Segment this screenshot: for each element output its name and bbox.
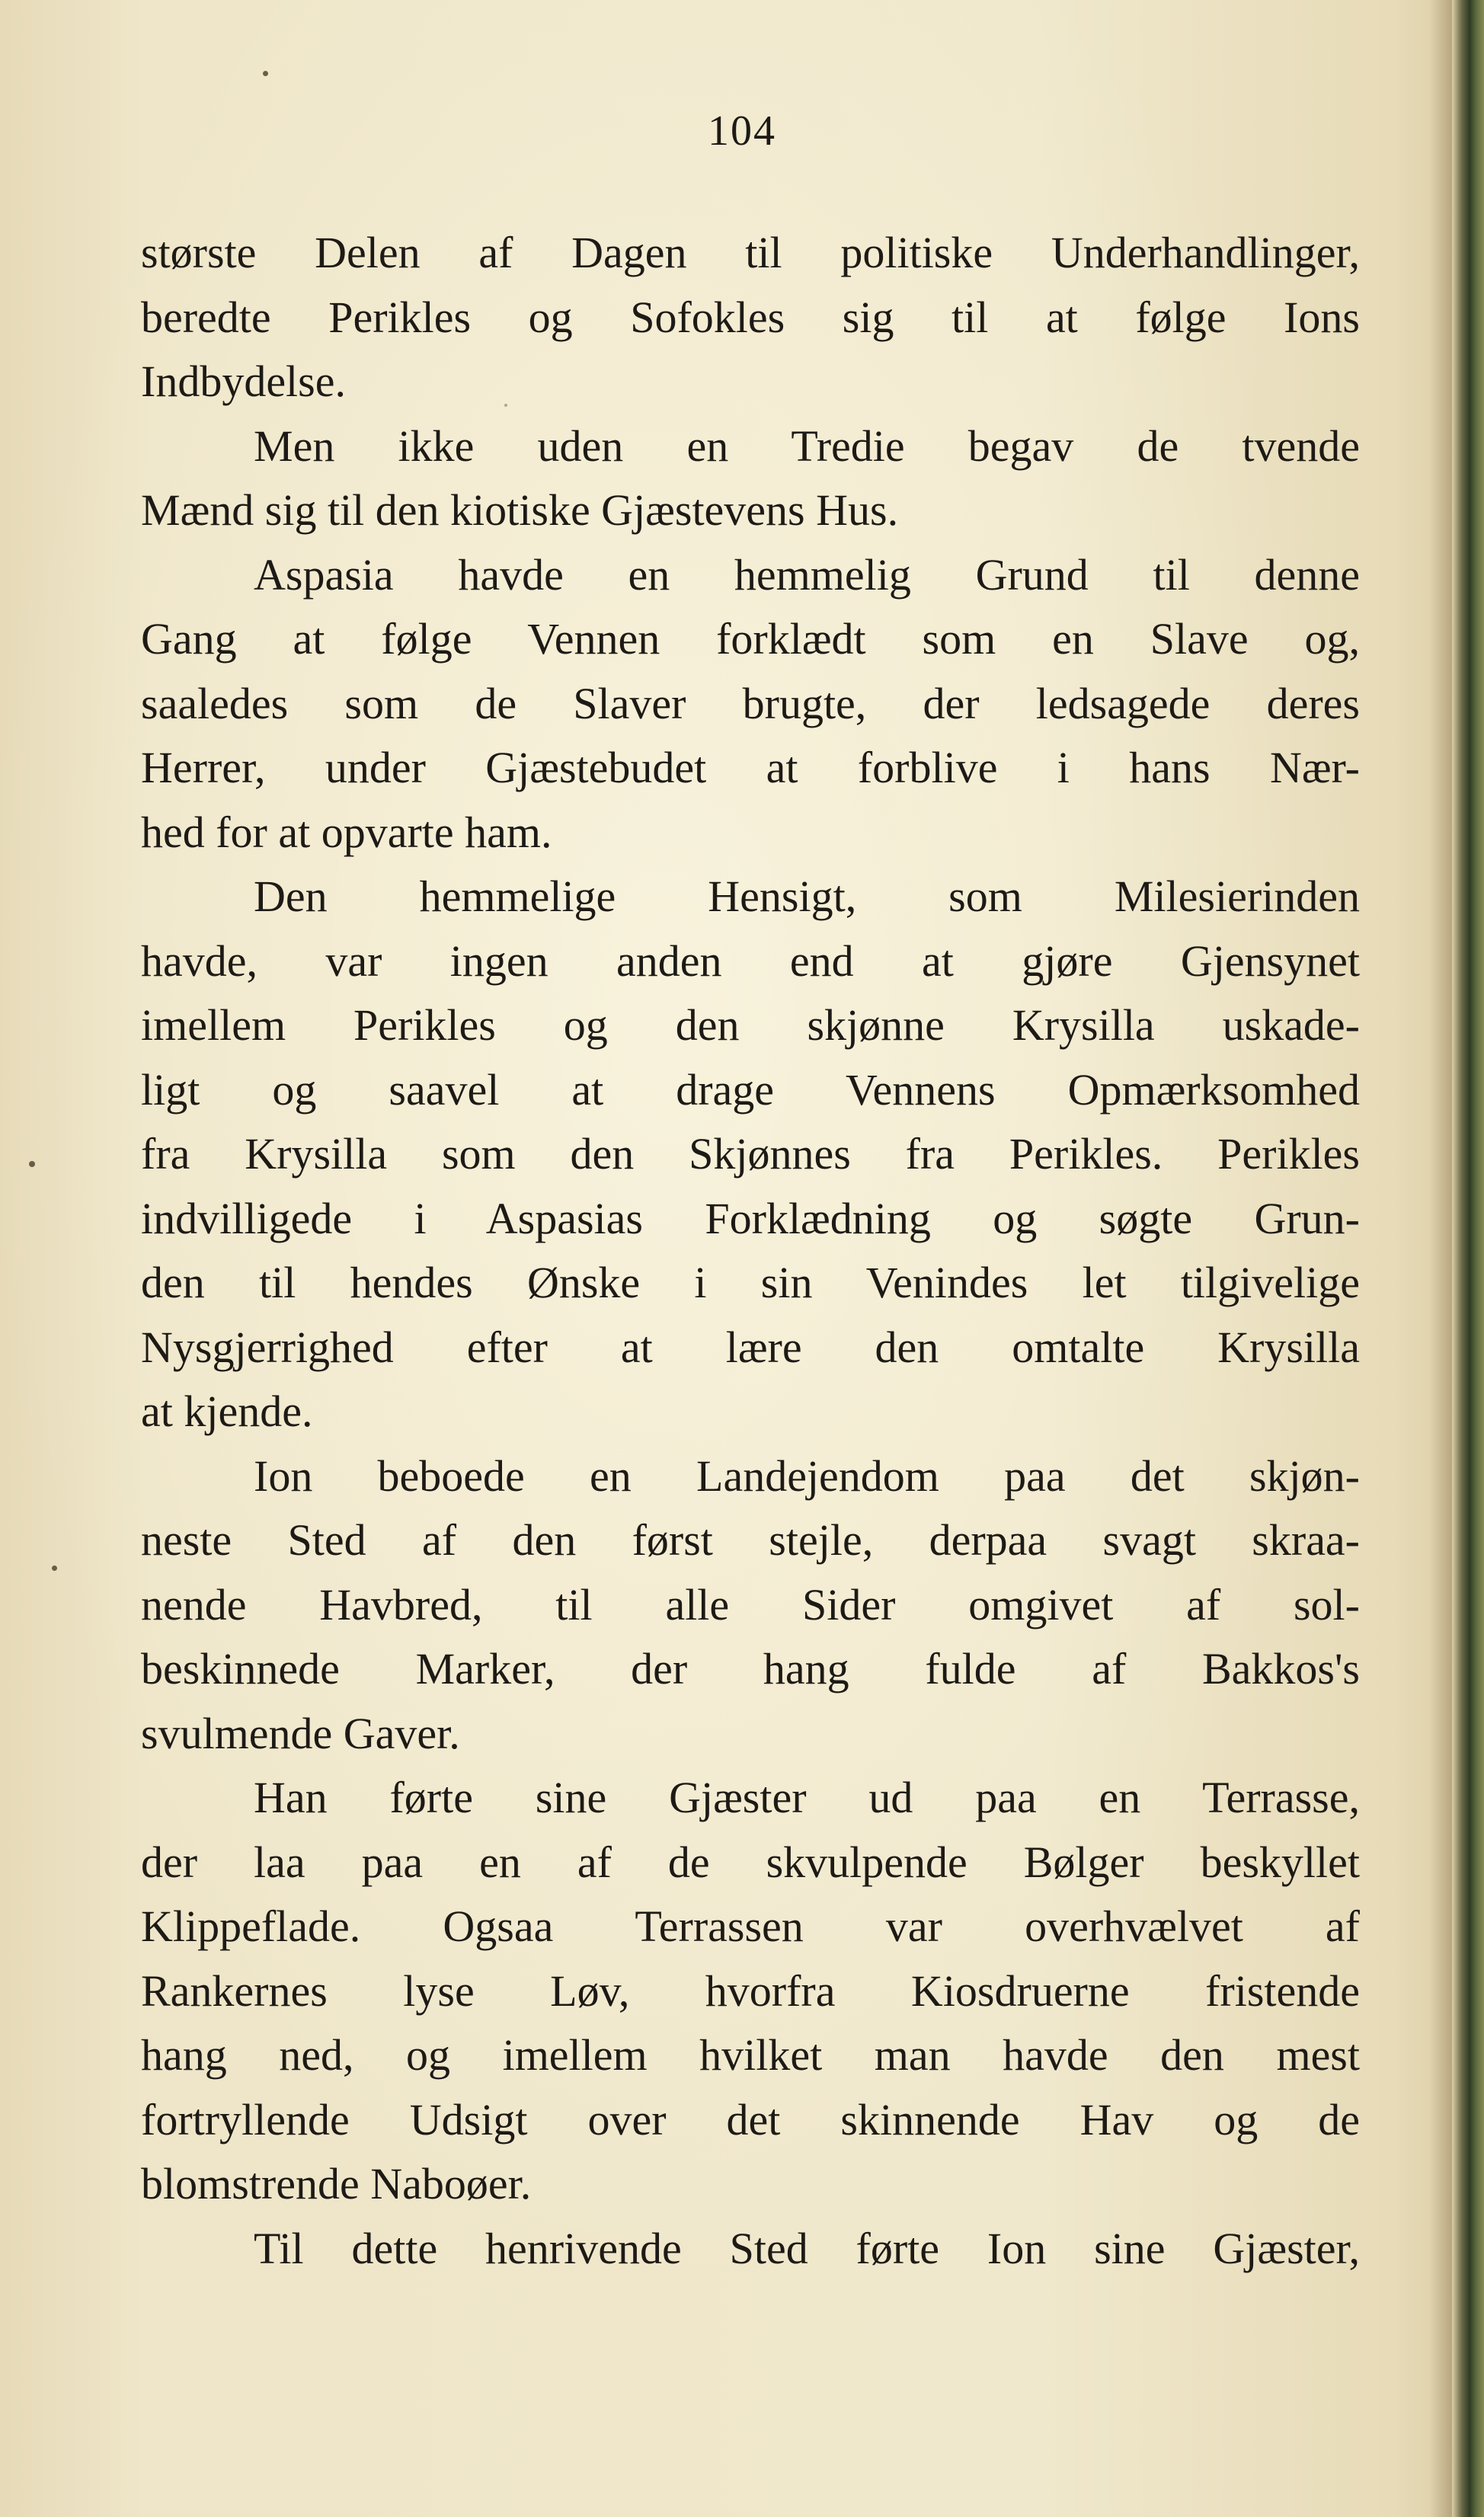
page-number: 104 [708,107,776,155]
text-line: at kjende. [141,1386,313,1436]
paper-speck [29,1161,35,1167]
text-line: Rankernes lyse Løv, hvorfra Kiosdruerne fristende [141,1965,1360,2016]
text-line: svulmende Gaver. [141,1708,460,1758]
text-line: blomstrende Naboøer. [141,2159,532,2208]
text-line: Mænd sig til den kiotiske Gjæstevens Hus. [141,485,899,535]
text-line: hang ned, og imellem hvilket man havde den mest [141,2030,1360,2080]
text-line: Ion beboede en Landejendom paa det skjøn- [254,1450,1360,1501]
text-line: fra Krysilla som den Skjønnes fra Perikles. Perikles [141,1129,1360,1179]
text-line: neste Sted af den først stejle, derpaa svagt skraa- [141,1515,1360,1565]
text-line: fortryllende Udsigt over det skinnende Hav og de [141,2094,1360,2144]
text-line: Indbydelse. [141,357,346,406]
paper-speck [263,71,268,76]
text-line: Han førte sine Gjæster ud paa en Terrasse, [254,1773,1360,1822]
text-line: Til dette henrivende Sted førte Ion sine Gjæster, [254,2223,1360,2273]
text-line: Nysgjerrighed efter at lære den omtalte Krysilla [141,1322,1360,1372]
text-line: havde, var ingen anden end at gjøre Gjensynet [141,935,1360,986]
text-line: beskinnede Marker, der hang fulde af Bakkos's [141,1644,1360,1693]
text-line: største Delen af Dagen til politiske Underhandlinger, [141,228,1360,277]
book-binding-edge [1452,0,1484,2517]
text-line: Men ikke uden en Tredie begav de tvende [254,421,1360,471]
text-line: der laa paa en af de skvulpende Bølger beskyllet [141,1837,1360,1887]
text-line: beredte Perikles og Sofokles sig til at følge Ions [141,292,1360,342]
text-line: Herrer, under Gjæstebudet at forblive i hans Nær- [141,743,1360,792]
text-line: indvilligede i Aspasias Forklædning og søgte Grun- [141,1193,1360,1243]
text-line: Aspasia havde en hemmelig Grund til denne [254,549,1360,600]
body-text [141,221,1360,2281]
text-line: hed for at opvarte ham. [141,807,552,857]
text-line: Den hemmelige Hensigt, som Milesierinden [254,872,1360,921]
text-line: den til hendes Ønske i sin Venindes let tilgivelige [141,1258,1360,1307]
text-line: imellem Perikles og den skjønne Krysilla uskade- [141,1000,1360,1050]
text-line: nende Havbred, til alle Sider omgivet af sol- [141,1579,1360,1629]
text-line: Klippeflade. Ogsaa Terrassen var overhvælvet af [141,1901,1360,1951]
binding-shadow [1429,0,1452,2517]
text-line: saaledes som de Slaver brugte, der ledsagede deres [141,678,1360,728]
paper-speck [52,1566,57,1571]
text-line: ligt og saavel at drage Vennens Opmærksomhed [141,1064,1360,1115]
text-line: Gang at følge Vennen forklædt som en Slave og, [141,614,1360,664]
